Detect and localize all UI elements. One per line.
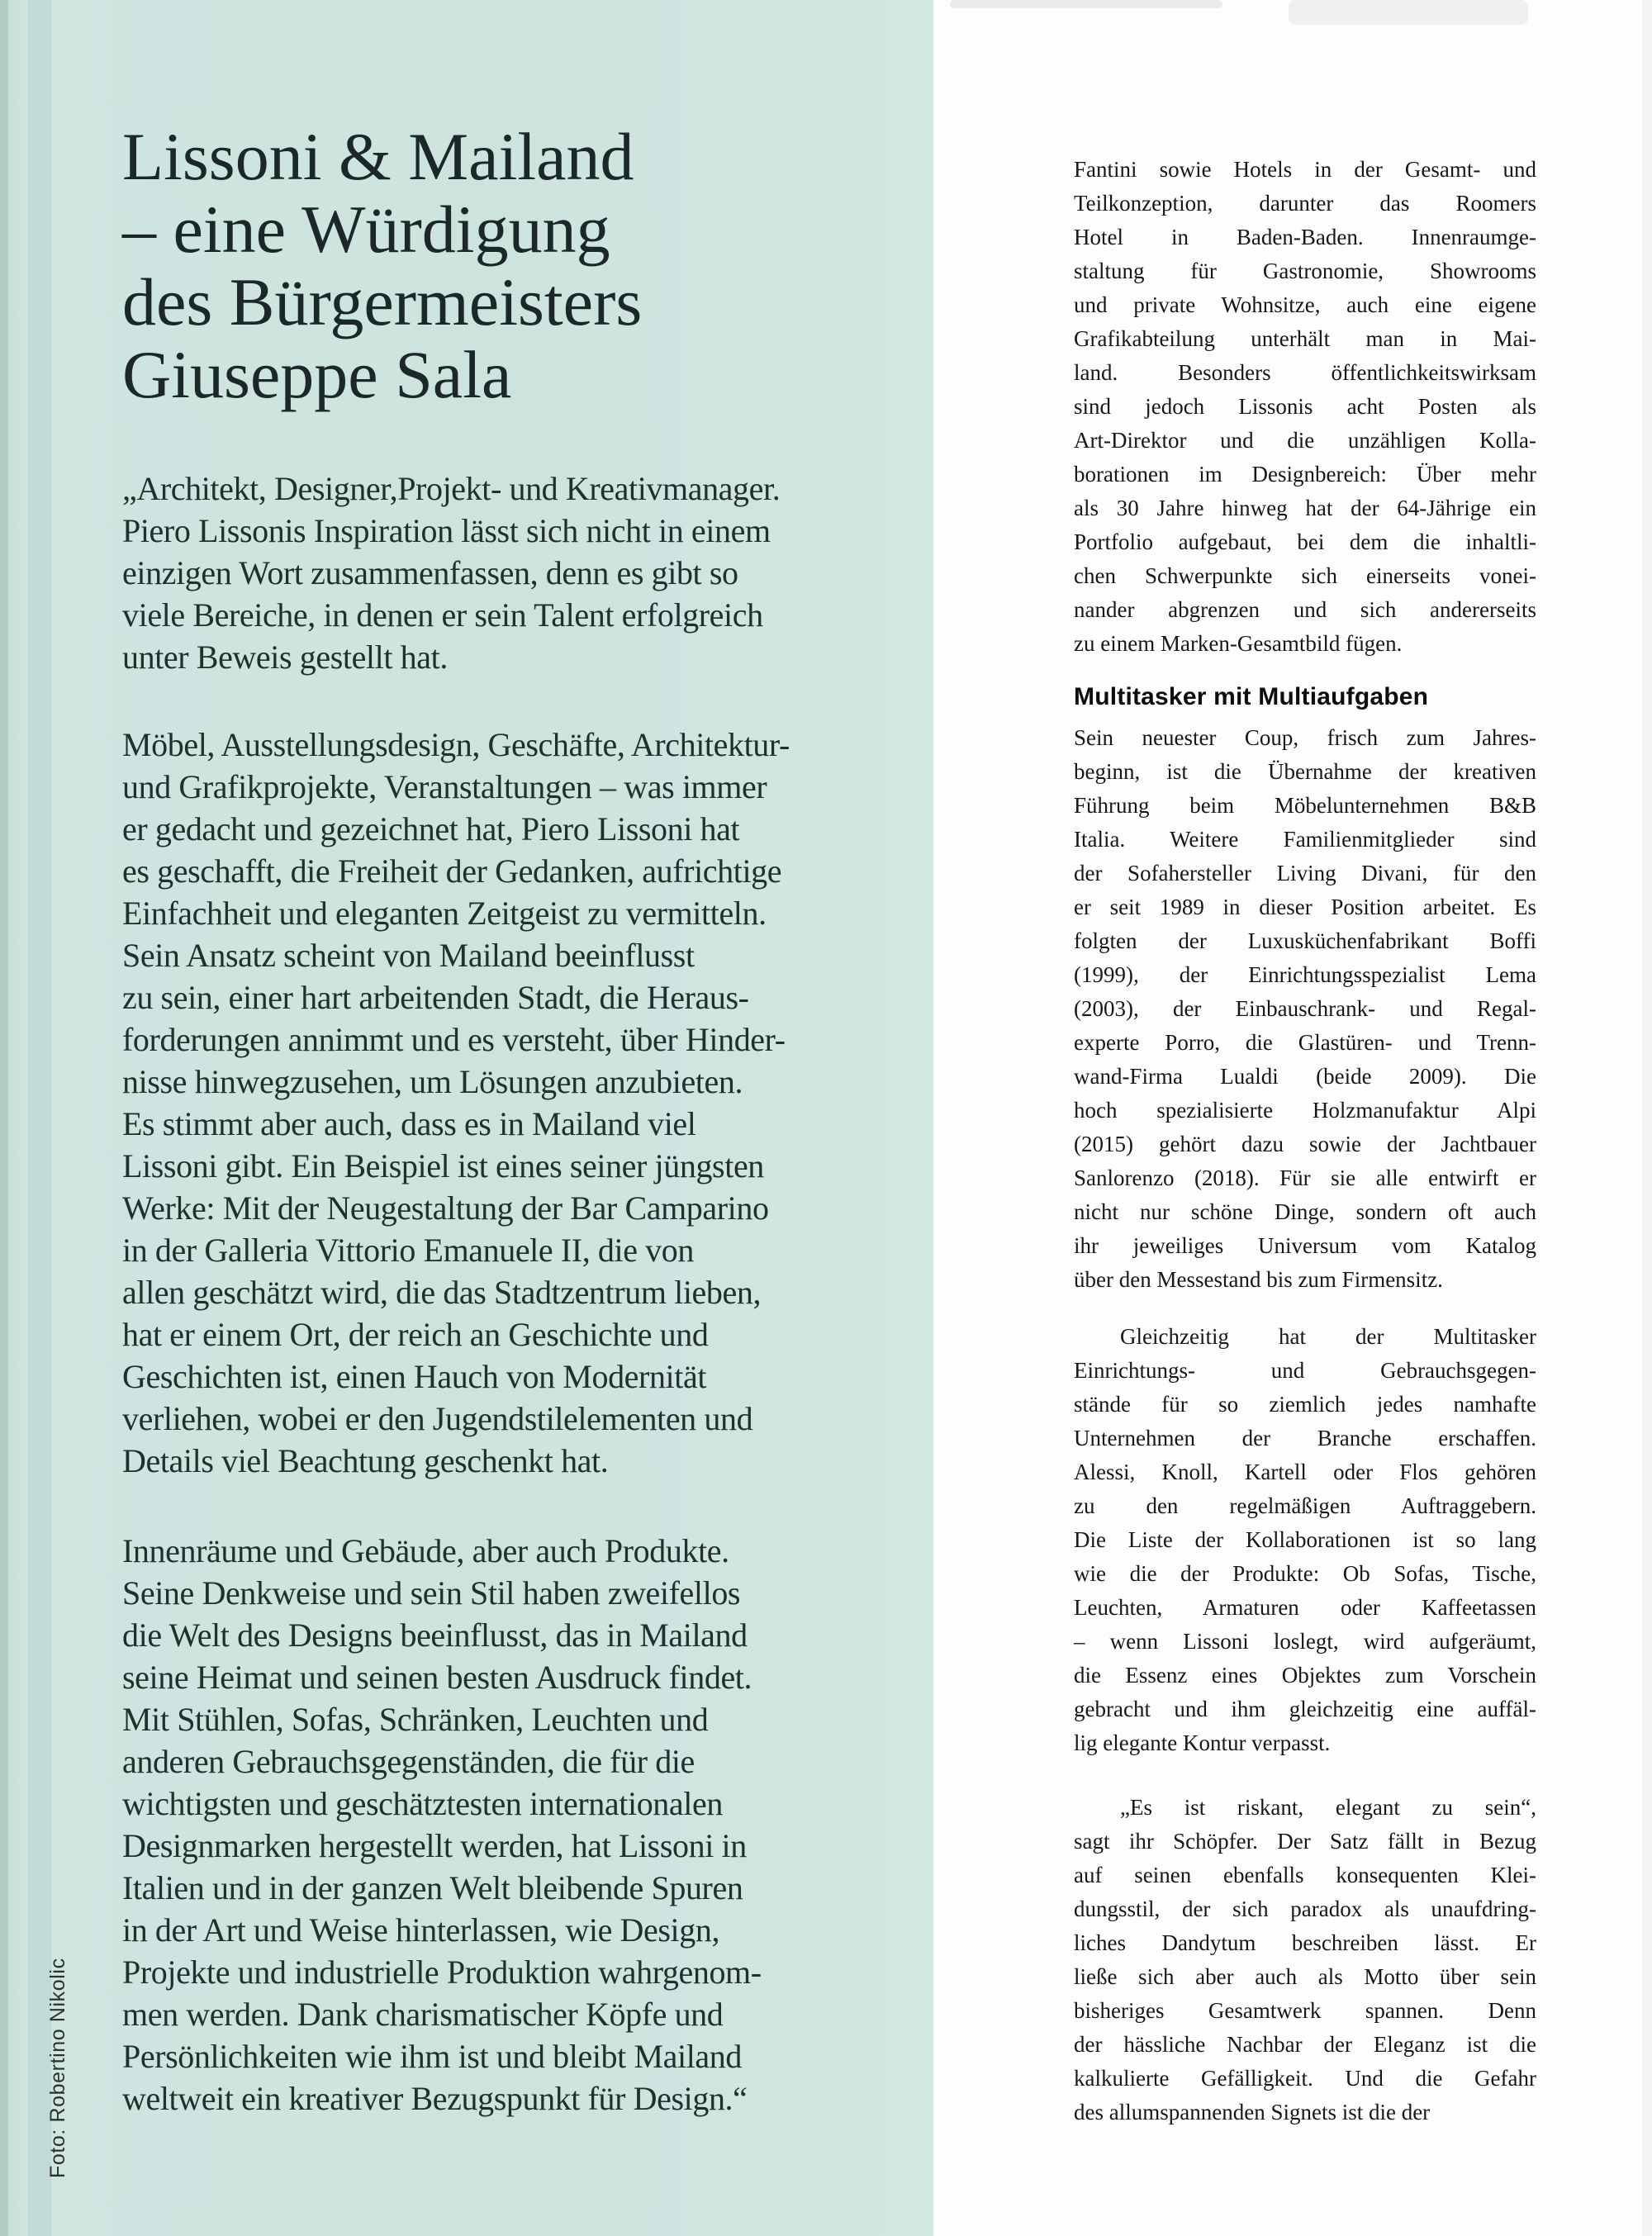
text-line: Portfolio aufgebaut, bei dem die inhaltli- — [1074, 529, 1536, 554]
text-line: des Bürgermeisters — [122, 264, 643, 339]
text-line: Werke: Mit der Neugestaltung der Bar Camparino — [122, 1189, 769, 1227]
text-line: weltweit ein kreativer Bezugspunkt für Design.“ — [122, 2080, 748, 2117]
text-line: Piero Lissonis Inspiration lässt sich nicht in einem — [122, 512, 771, 549]
text-line: hoch spezialisierte Holzmanufaktur Alpi — [1074, 1098, 1536, 1123]
text-line: beginn, ist die Übernahme der kreativen — [1074, 759, 1536, 784]
text-line: des allumspannenden Signets ist die der — [1074, 2100, 1431, 2124]
text-line: Leuchten, Armaturen oder Kaffeetassen — [1074, 1595, 1536, 1620]
left-column-paragraph-moebel — [122, 724, 870, 1482]
text-line: anderen Gebrauchsgegenständen, die für die — [122, 1743, 695, 1780]
text-line: „Es ist riskant, elegant zu sein“, — [1120, 1795, 1536, 1820]
text-line: Giuseppe Sala — [122, 337, 512, 412]
text-line: Details viel Beachtung geschenkt hat. — [122, 1442, 609, 1479]
left-column-paragraph-quote-intro — [122, 468, 870, 678]
text-line: Lissoni gibt. Ein Beispiel ist eines seiner jüngsten — [122, 1147, 764, 1184]
text-line: experte Porro, die Glastüren- und Trenn- — [1074, 1030, 1536, 1055]
text-line: men werden. Dank charismatischer Köpfe und — [122, 1996, 724, 2033]
photo-credit-vertical: Foto: Robertino Nikolic — [46, 1958, 69, 2178]
scan-smudge-artifact — [950, 0, 1222, 8]
text-line: seine Heimat und seinen besten Ausdruck findet. — [122, 1659, 752, 1696]
text-line: Sein Ansatz scheint von Mailand beeinflusst — [122, 937, 695, 974]
text-line: allen geschätzt wird, die das Stadtzentrum lieben, — [122, 1274, 762, 1311]
text-line: land. Besonders öffentlichkeitswirksam — [1074, 360, 1536, 385]
text-line: liches Dandytum beschreiben lässt. Er — [1074, 1930, 1536, 1955]
right-column-paragraph-gleichzeitig — [1074, 1320, 1536, 1760]
text-line: Gleichzeitig hat der Multitasker — [1120, 1324, 1536, 1349]
text-line: sagt ihr Schöpfer. Der Satz fällt in Bezug — [1074, 1829, 1536, 1854]
text-line: Teilkonzeption, darunter das Roomers — [1074, 191, 1536, 216]
text-line: Sein neuester Coup, frisch zum Jahres- — [1074, 725, 1536, 750]
text-line: Innenräume und Gebäude, aber auch Produkte. — [122, 1532, 729, 1569]
text-line: die Essenz eines Objektes zum Vorschein — [1074, 1663, 1536, 1688]
text-line: nander abgrenzen und sich andererseits — [1074, 597, 1536, 622]
section-subheading: Multitasker mit Multiaufgaben — [1074, 683, 1429, 710]
text-line: (2003), der Einbauschrank- und Regal- — [1074, 996, 1536, 1021]
text-line: – wenn Lissoni loslegt, wird aufgeräumt, — [1074, 1629, 1536, 1654]
text-line: Geschichten ist, einen Hauch von Modernität — [122, 1358, 707, 1395]
scan-smudge-artifact — [1289, 0, 1528, 25]
text-line: Seine Denkweise und sein Stil haben zweifellos — [122, 1574, 741, 1612]
text-line: kalkulierte Gefälligkeit. Und die Gefahr — [1074, 2066, 1536, 2091]
text-line: wand-Firma Lualdi (beide 2009). Die — [1074, 1064, 1536, 1089]
text-line: hat er einem Ort, der reich an Geschichte und — [122, 1316, 709, 1353]
text-line: ihr jeweiliges Universum vom Katalog — [1074, 1233, 1536, 1258]
text-line: Designmarken hergestellt werden, hat Lissoni in — [122, 1827, 747, 1864]
right-column-intro-paragraph — [1074, 153, 1536, 661]
text-line: Möbel, Ausstellungsdesign, Geschäfte, Architektur- — [122, 726, 790, 763]
left-column-paragraph-innenraeume — [122, 1530, 870, 2120]
article-headline — [122, 121, 899, 411]
text-line: chen Schwerpunkte sich einerseits vonei- — [1074, 563, 1536, 588]
text-line: gebracht und ihm gleichzeitig eine auffäl- — [1074, 1697, 1536, 1721]
text-line: Projekte und industrielle Produktion wahrgenom- — [122, 1954, 762, 1991]
text-line: es geschafft, die Freiheit der Gedanken, aufrichtige — [122, 852, 782, 890]
text-line: Italien und in der ganzen Welt bleibende Spuren — [122, 1869, 743, 1906]
text-line: „Architekt, Designer,Projekt- und Kreativmanager. — [122, 470, 781, 507]
text-line: nisse hinwegzusehen, um Lösungen anzubieten. — [122, 1063, 743, 1100]
text-line: Italia. Weitere Familienmitglieder sind — [1074, 827, 1536, 852]
text-line: unter Beweis gestellt hat. — [122, 639, 448, 676]
text-line: Es stimmt aber auch, dass es in Mailand viel — [122, 1105, 696, 1142]
text-line: sind jedoch Lissonis acht Posten als — [1074, 394, 1536, 419]
text-line: lig elegante Kontur verpasst. — [1074, 1730, 1331, 1755]
text-line: Die Liste der Kollaborationen ist so lang — [1074, 1527, 1536, 1552]
text-line: er gedacht und gezeichnet hat, Piero Lissoni hat — [122, 810, 740, 847]
text-line: zu einem Marken-Gesamtbild fügen. — [1074, 631, 1403, 656]
text-line: wichtigsten und geschätztesten internationalen — [122, 1785, 723, 1822]
text-line: nicht nur schöne Dinge, sondern oft auch — [1074, 1199, 1536, 1224]
text-line: zu den regelmäßigen Auftraggebern. — [1074, 1493, 1536, 1518]
text-line: in der Art und Weise hinterlassen, wie Design, — [122, 1911, 720, 1949]
text-line: zu sein, einer hart arbeitenden Stadt, die Heraus- — [122, 979, 749, 1016]
text-line: die Welt des Designs beeinflusst, das in Mailand — [122, 1616, 748, 1654]
text-line: Fantini sowie Hotels in der Gesamt- und — [1074, 157, 1536, 182]
text-line: Alessi, Knoll, Kartell oder Flos gehören — [1074, 1460, 1536, 1484]
text-line: wie die der Produkte: Ob Sofas, Tische, — [1074, 1561, 1536, 1586]
text-line: stände für so ziemlich jedes namhafte — [1074, 1392, 1536, 1417]
text-line: folgten der Luxusküchenfabrikant Boffi — [1074, 928, 1536, 953]
text-line: Sanlorenzo (2018). Für sie alle entwirft er — [1074, 1165, 1536, 1190]
text-line: Lissoni & Mailand — [122, 119, 634, 194]
text-line: ließe sich aber auch als Motto über sein — [1074, 1964, 1536, 1989]
text-line: – eine Würdigung — [122, 192, 610, 267]
text-line: einzigen Wort zusammenfassen, denn es gibt so — [122, 554, 738, 591]
right-column-paragraph-riskant — [1074, 1791, 1536, 2129]
text-line: und Grafikprojekte, Veranstaltungen – was immer — [122, 768, 767, 805]
text-line: in der Galleria Vittorio Emanuele II, die von — [122, 1232, 694, 1269]
text-line: viele Bereiche, in denen er sein Talent erfolgreich — [122, 596, 763, 634]
text-line: er seit 1989 in dieser Position arbeitet. Es — [1074, 895, 1536, 919]
text-line: der Sofahersteller Living Divani, für den — [1074, 861, 1536, 885]
text-line: Führung beim Möbelunternehmen B&B — [1074, 793, 1536, 818]
text-line: staltung für Gastronomie, Showrooms — [1074, 259, 1536, 283]
text-line: auf seinen ebenfalls konsequenten Klei- — [1074, 1863, 1536, 1887]
text-line: borationen im Designbereich: Über mehr — [1074, 462, 1536, 487]
right-column-paragraph-coup — [1074, 721, 1536, 1297]
text-line: Art-Direktor und die unzähligen Kolla- — [1074, 428, 1536, 453]
text-line: Persönlichkeiten wie ihm ist und bleibt Mailand — [122, 2038, 742, 2075]
text-line: der hässliche Nachbar der Eleganz ist die — [1074, 2032, 1536, 2057]
text-line: (1999), der Einrichtungsspezialist Lema — [1074, 962, 1536, 987]
text-line: dungsstil, der sich paradox als unaufdring- — [1074, 1897, 1536, 1921]
scan-edge-shadow — [0, 0, 8, 2236]
text-line: Einrichtungs- und Gebrauchsgegen- — [1074, 1358, 1536, 1383]
text-line: verliehen, wobei er den Jugendstilelementen und — [122, 1400, 753, 1437]
text-line: bisheriges Gesamtwerk spannen. Denn — [1074, 1998, 1536, 2023]
scan-edge-shadow — [1642, 0, 1652, 2236]
text-line: Unternehmen der Branche erschaffen. — [1074, 1426, 1536, 1450]
text-line: über den Messestand bis zum Firmensitz. — [1074, 1267, 1443, 1292]
text-line: Hotel in Baden-Baden. Innenraumge- — [1074, 225, 1536, 249]
text-line: Mit Stühlen, Sofas, Schränken, Leuchten und — [122, 1701, 709, 1738]
text-line: Grafikabteilung unterhält man in Mai- — [1074, 326, 1536, 351]
text-line: und private Wohnsitze, auch eine eigene — [1074, 292, 1536, 317]
text-line: als 30 Jahre hinweg hat der 64-Jährige ein — [1074, 496, 1536, 520]
text-line: forderungen annimmt und es versteht, über Hinder- — [122, 1021, 786, 1058]
text-line: Einfachheit und eleganten Zeitgeist zu vermitteln. — [122, 895, 767, 932]
text-line: (2015) gehört dazu sowie der Jachtbauer — [1074, 1132, 1536, 1156]
